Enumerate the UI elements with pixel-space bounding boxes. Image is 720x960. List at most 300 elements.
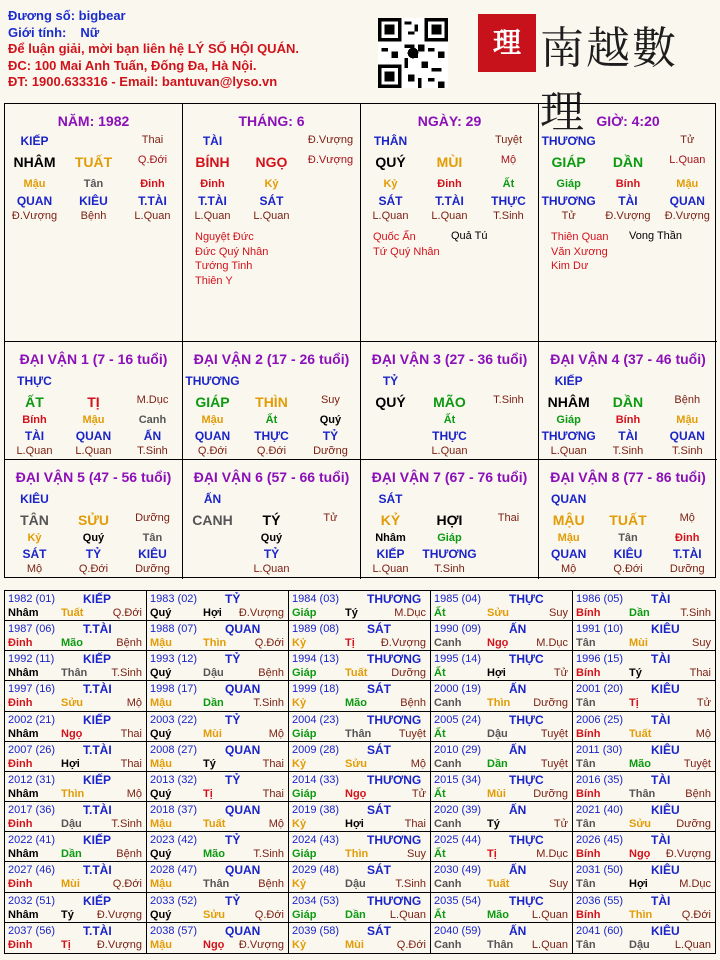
year-tengod: ẤN [509, 923, 527, 938]
year-branch: Mùi [487, 787, 506, 800]
year-stage: Suy [692, 637, 711, 650]
year-cell[interactable] [5, 923, 147, 953]
pillar-tengod-row [5, 134, 182, 148]
dai-van-tengod: QUAN [550, 492, 587, 506]
year-stage: Dưỡng [533, 787, 568, 800]
pillar-stars [195, 230, 268, 288]
hidden-stem: Giáp [556, 178, 581, 190]
year-cell[interactable] [573, 802, 715, 832]
year-stem: Bính [576, 848, 601, 861]
year-cell[interactable] [147, 591, 289, 621]
year-cell[interactable] [573, 621, 715, 651]
year-cell[interactable] [573, 893, 715, 923]
year-stem: Mậu [150, 757, 172, 770]
dai-van-tengod: THƯƠNG [185, 374, 240, 388]
dai-van-hidden-stage-row [5, 563, 182, 575]
hidden-tengod: QUAN [669, 429, 705, 443]
hidden-stage: L.Quan [253, 563, 290, 575]
hidden-stage: L.Quan [372, 563, 409, 575]
hidden-stem: Ất [502, 178, 515, 190]
year-cell[interactable] [5, 712, 147, 742]
pillar-spacer [420, 134, 479, 148]
year-branch: Tị [61, 938, 71, 951]
hidden-stage: Dưỡng [313, 445, 348, 457]
dai-van-stage: Mộ [679, 512, 695, 524]
year-label: 2017 (36) [8, 804, 56, 817]
hidden-stage: Q.Đới [256, 445, 287, 457]
year-cell[interactable] [431, 772, 573, 802]
hidden-tengod: SÁT [378, 194, 403, 208]
year-label: 2036 (55) [576, 894, 624, 907]
year-stem: Nhâm [8, 727, 39, 740]
year-stage: Đ.Vượng [380, 637, 426, 650]
year-stem: Tân [576, 878, 596, 891]
hidden-stem: Tân [618, 532, 638, 544]
pillar-stage: Tuyệt [494, 134, 523, 146]
year-cell[interactable] [431, 591, 573, 621]
dai-van-2 [183, 342, 361, 460]
year-tengod: KIẾP [83, 592, 112, 606]
year-cell[interactable] [573, 651, 715, 681]
year-cell[interactable] [5, 681, 147, 711]
star-item: Văn Xương [551, 245, 608, 258]
year-cell[interactable] [289, 742, 431, 772]
year-stage: M.Dục [394, 607, 426, 619]
year-branch: Tý [61, 908, 74, 921]
year-cell[interactable] [431, 681, 573, 711]
pillar-napam: Đ.Vượng [307, 154, 354, 166]
year-cell[interactable] [147, 621, 289, 651]
dai-van-stage: Bệnh [674, 394, 701, 406]
year-stem: Tân [576, 697, 596, 710]
pillar-hidden-stage-row [5, 210, 182, 222]
year-branch: Thìn [203, 637, 227, 650]
hidden-stem: Ất [443, 414, 456, 426]
year-tengod: QUAN [225, 863, 261, 878]
year-label: 2002 (21) [8, 713, 56, 726]
year-stage: Tử [696, 697, 711, 710]
dai-van-stem-row [5, 394, 182, 410]
year-cell[interactable] [5, 832, 147, 862]
year-stage: Suy [549, 878, 568, 891]
year-stem: Kỷ [292, 697, 307, 710]
year-stage: Thai [120, 727, 142, 740]
year-tengod: KIÊU [651, 803, 680, 818]
year-stem: Ất [434, 727, 446, 740]
hidden-stem: Quý [260, 532, 283, 544]
dai-van-hidden-stage-row [361, 445, 538, 457]
year-cell[interactable] [431, 862, 573, 892]
year-tengod: QUAN [225, 622, 261, 637]
hidden-stage: T.Sinh [671, 445, 703, 457]
year-tengod: TỶ [225, 712, 241, 727]
year-stem: Mậu [150, 818, 172, 831]
year-cell[interactable] [431, 651, 573, 681]
year-branch: Dậu [345, 878, 366, 891]
star-item: Kim Dư [551, 260, 589, 272]
dai-van-stem-row [361, 394, 538, 410]
year-tengod: TỶ [225, 772, 241, 787]
year-stem: Ất [434, 667, 446, 680]
year-stage: Mộ [410, 757, 426, 770]
dai-van-branch: DẦN [612, 394, 644, 410]
year-cell[interactable] [147, 832, 289, 862]
dai-van-stem: TÂN [20, 512, 49, 528]
star-item: Quốc Ấn [373, 231, 416, 243]
year-branch: Tuất [203, 818, 226, 831]
year-cell[interactable] [5, 621, 147, 651]
year-stem: Tân [576, 938, 596, 951]
year-branch: Thân [203, 878, 230, 891]
year-cell[interactable] [573, 591, 715, 621]
dai-van-6 [183, 460, 361, 579]
dai-van-hidden-row [539, 532, 717, 544]
pillar-tengod: THÂN [373, 134, 408, 148]
year-cell[interactable] [289, 893, 431, 923]
year-tengod: THƯƠNG [367, 772, 422, 787]
pillar-stars [373, 230, 440, 259]
year-branch: Mão [629, 757, 651, 770]
year-tengod: SÁT [367, 923, 391, 938]
pillar-hidden-stage-row [539, 210, 717, 222]
dai-van-tengod: KIÊU [20, 492, 49, 506]
year-label: 2009 (28) [292, 743, 340, 756]
dai-van-hidden-stage-row [183, 445, 360, 457]
year-branch: Tuất [61, 607, 84, 619]
phone-email[interactable]: ĐT: 1900.633316 - Email: bantuvan@lyso.vn [8, 74, 278, 89]
year-cell[interactable] [573, 772, 715, 802]
year-branch: Thân [487, 938, 514, 951]
year-tengod: ẤN [509, 682, 527, 697]
year-stem: Nhâm [8, 667, 39, 680]
hidden-tengod: QUAN [16, 194, 53, 208]
year-stem: Nhâm [8, 607, 39, 619]
hidden-tengod: KIÊU [613, 547, 643, 561]
year-tengod: KIẾP [83, 652, 112, 667]
hidden-stem: Mậu [23, 178, 46, 190]
year-stage: Dưỡng [676, 818, 711, 831]
year-cell[interactable] [431, 802, 573, 832]
year-cell[interactable] [289, 651, 431, 681]
year-cell[interactable] [573, 923, 715, 953]
year-cell[interactable] [289, 681, 431, 711]
year-branch: Mão [345, 697, 367, 710]
year-branch: Hợi [345, 818, 364, 831]
year-cell[interactable] [431, 832, 573, 862]
year-label: 2012 (31) [8, 773, 56, 786]
hidden-tengod: THỰC [254, 429, 289, 443]
year-stage: Tuyệt [683, 757, 711, 770]
hidden-stem: Mậu [676, 178, 699, 190]
year-stage: Tử [553, 818, 568, 831]
year-cell[interactable] [147, 923, 289, 953]
year-cell[interactable] [431, 923, 573, 953]
year-tengod: KIẾP [83, 833, 112, 848]
year-branch: Mùi [61, 878, 80, 891]
year-label: 2003 (22) [150, 713, 198, 726]
year-cell[interactable] [147, 772, 289, 802]
pillar-stage: Đ.Vượng [307, 134, 354, 146]
hidden-stage: Đ.Vượng [11, 210, 58, 222]
dai-van-branch: HỢI [436, 512, 463, 528]
year-cell[interactable] [147, 862, 289, 892]
year-cell[interactable] [289, 862, 431, 892]
year-cell[interactable] [5, 591, 147, 621]
dai-van-stage: M.Dục [136, 394, 169, 406]
star-item: Đức Quý Nhân [195, 245, 269, 258]
year-stem: Đinh [8, 757, 33, 770]
year-tengod: T.TÀI [83, 803, 112, 818]
year-cell[interactable] [289, 923, 431, 953]
year-stage: Thai [262, 787, 284, 800]
hidden-tengod: T.TÀI [198, 194, 227, 208]
pillar-stem-row [183, 154, 360, 170]
hidden-tengod: TỶ [85, 547, 102, 561]
year-label: 2025 (44) [434, 834, 482, 847]
year-branch: Sửu [487, 607, 510, 619]
year-tengod: ẤN [509, 803, 527, 818]
dai-van-tengod: TỶ [382, 374, 399, 388]
year-cell[interactable] [147, 742, 289, 772]
year-tengod: THỰC [509, 712, 544, 727]
dai-van-stage: Suy [320, 394, 340, 406]
dai-van-stage: Thai [497, 512, 520, 524]
year-label: 2034 (53) [292, 894, 340, 907]
year-tengod: T.TÀI [83, 742, 112, 757]
dai-van-title: ĐẠI VẬN 4 (37 - 46 tuổi) [550, 351, 706, 367]
year-stage: Đ.Vượng [665, 848, 711, 861]
year-cell[interactable] [5, 893, 147, 923]
year-cell[interactable] [289, 621, 431, 651]
year-tengod: THƯƠNG [367, 893, 422, 908]
year-cell[interactable] [289, 802, 431, 832]
year-branch: Thìn [629, 908, 653, 921]
year-branch: Ngọ [487, 637, 509, 650]
year-tengod: T.TÀI [83, 863, 112, 878]
hidden-stage: L.Quan [372, 210, 409, 222]
year-tengod: THỰC [509, 652, 544, 667]
hidden-stem: Đinh [140, 178, 165, 190]
year-cell[interactable] [573, 862, 715, 892]
dai-van-hidden-row [183, 414, 360, 426]
dai-van-stem: KỶ [380, 512, 401, 528]
hidden-tengod: THƯƠNG [541, 429, 596, 443]
year-label: 1996 (15) [576, 653, 624, 666]
bazi-chart [4, 103, 716, 578]
year-tengod: THƯƠNG [367, 833, 422, 848]
year-branch: Dậu [61, 818, 82, 831]
year-label: 2037 (56) [8, 924, 56, 937]
year-branch: Mão [487, 908, 509, 921]
year-stage: Bệnh [116, 637, 142, 650]
hidden-stage: Bệnh [80, 210, 107, 222]
address: ĐC: 100 Mai Anh Tuấn, Đống Đa, Hà Nội. [8, 57, 257, 73]
year-stem: Bính [576, 607, 601, 619]
dai-van-hidden-row [5, 532, 182, 544]
year-cell[interactable] [573, 742, 715, 772]
year-cell[interactable] [431, 893, 573, 923]
pillar-hidden-tengod-row [539, 194, 717, 208]
hidden-stem: Đinh [437, 178, 462, 190]
hidden-tengod: TỶ [322, 429, 339, 443]
hidden-tengod: TÀI [618, 194, 638, 208]
dai-van-branch: TUẤT [609, 512, 647, 528]
hidden-stage: Q.Đới [613, 563, 643, 575]
year-branch: Tý [487, 818, 500, 831]
year-stem: Đinh [8, 697, 33, 710]
year-label: 1985 (04) [434, 593, 482, 605]
year-cell[interactable] [5, 772, 147, 802]
pillar-tengod-row [539, 134, 717, 148]
hidden-stage: Q.Đới [78, 563, 109, 575]
year-tengod: SÁT [367, 622, 391, 637]
year-cell[interactable] [5, 742, 147, 772]
year-stage: Mộ [695, 727, 711, 740]
year-stage: Dưỡng [533, 697, 568, 710]
year-tengod: KIẾP [83, 772, 112, 787]
year-cell[interactable] [5, 862, 147, 892]
year-branch: Tị [629, 697, 639, 710]
qr-code-icon [378, 18, 448, 88]
year-tengod: KIÊU [651, 682, 680, 697]
year-stem: Kỷ [292, 637, 307, 650]
dai-van-hidden-tengod-row [539, 547, 717, 561]
year-label: 1997 (16) [8, 683, 56, 696]
year-stage: Tuyệt [540, 757, 568, 770]
dai-van-title: ĐẠI VẬN 6 (57 - 66 tuổi) [193, 469, 350, 485]
dai-van-3 [361, 342, 539, 460]
year-stage: L.Quan [674, 938, 711, 951]
year-stage: L.Quan [389, 908, 426, 921]
contact-note: Để luận giải, mời bạn liên hệ LÝ SỐ HỘI QUÁN. [8, 41, 299, 56]
dai-van-stem-row [539, 512, 717, 528]
hidden-stem: Kỷ [383, 178, 398, 190]
year-stem: Giáp [292, 848, 317, 861]
dai-van-7 [361, 460, 539, 579]
year-stem: Ất [434, 607, 446, 619]
year-stage: T.Sinh [680, 607, 711, 619]
year-label: 2001 (20) [576, 683, 624, 696]
year-label: 2040 (59) [434, 924, 482, 937]
year-cell[interactable] [147, 802, 289, 832]
year-cell[interactable] [289, 712, 431, 742]
pillar-hidden-stage-row [183, 210, 360, 222]
pillar-napam: Mộ [500, 154, 517, 166]
dai-van-8 [539, 460, 717, 579]
year-cell[interactable] [289, 591, 431, 621]
hidden-stage: L.Quan [431, 210, 468, 222]
dai-van-hidden-stage-row [361, 563, 538, 575]
year-stage: Q.Đới [112, 878, 142, 891]
hidden-stage: Dưỡng [135, 563, 170, 575]
year-cell[interactable] [147, 651, 289, 681]
year-stem: Canh [434, 938, 462, 951]
dai-van-stage: Tử [323, 512, 338, 524]
dai-van-hidden-tengod-row [183, 547, 360, 561]
year-label: 2000 (19) [434, 683, 482, 696]
hidden-stem: Kỷ [27, 532, 42, 544]
year-tengod: QUAN [225, 923, 261, 938]
year-tengod: SÁT [367, 803, 391, 818]
pillar-hidden-tengod-row [183, 194, 360, 208]
hidden-tengod: TÀI [618, 429, 638, 443]
year-stem: Quý [150, 667, 172, 680]
year-tengod: ẤN [509, 742, 527, 757]
year-cell[interactable] [289, 772, 431, 802]
year-cell[interactable] [147, 681, 289, 711]
pillar-spacer [64, 134, 123, 148]
year-label: 2038 (57) [150, 924, 198, 937]
hidden-stage: L.Quan [550, 445, 587, 457]
year-cell[interactable] [573, 681, 715, 711]
pillar-hidden-row [5, 178, 182, 190]
hidden-stage: L.Quan [75, 445, 112, 457]
year-cell[interactable] [147, 712, 289, 742]
dai-van-branch: TÝ [262, 512, 281, 528]
year-stage: Đ.Vượng [96, 938, 142, 951]
year-cell[interactable] [147, 893, 289, 923]
year-label: 1992 (11) [8, 653, 55, 666]
year-stem: Kỷ [292, 938, 307, 951]
pillar-hidden-stage-row [361, 210, 538, 222]
year-cell[interactable] [5, 802, 147, 832]
year-label: 2023 (42) [150, 834, 198, 847]
year-stem: Ất [434, 908, 446, 921]
year-branch: Ngọ [203, 938, 225, 951]
year-stem: Canh [434, 818, 462, 831]
year-tengod: TÀI [651, 712, 671, 727]
year-label: 2027 (46) [8, 864, 56, 877]
year-branch: Mùi [345, 938, 364, 951]
gender-row [8, 25, 378, 42]
year-branch: Dần [345, 908, 366, 921]
year-cell[interactable] [573, 832, 715, 862]
year-cell[interactable] [573, 712, 715, 742]
dai-van-hidden-stage-row [5, 445, 182, 457]
hidden-tengod: T.TÀI [435, 194, 464, 208]
pillar-title: GIỜ: 4:20 [596, 113, 660, 129]
dai-van-stem-row [183, 394, 360, 410]
hidden-tengod: THỰC [432, 429, 467, 443]
dai-van-hidden-stage-row [539, 445, 717, 457]
year-stage: Q.Đới [112, 607, 142, 619]
year-stage: Q.Đới [681, 908, 711, 921]
year-branch: Thìn [487, 697, 511, 710]
pillar-tengod-row [361, 134, 538, 148]
star-item: Thiên Y [195, 274, 233, 287]
dai-van-stem-row [539, 394, 717, 410]
year-cell[interactable] [431, 742, 573, 772]
year-stem: Bính [576, 727, 601, 740]
hidden-tengod: ẤN [143, 429, 162, 443]
year-tengod: QUAN [225, 803, 261, 818]
year-label: 2013 (32) [150, 773, 198, 786]
pillar-stars [551, 230, 608, 274]
year-cell[interactable] [289, 832, 431, 862]
year-label: 1989 (08) [292, 623, 340, 636]
dai-van-hidden-tengod-row [539, 429, 717, 443]
year-branch: Sửu [629, 818, 652, 831]
year-label: 1988 (07) [150, 623, 198, 636]
year-cell[interactable] [5, 651, 147, 681]
year-cell[interactable] [431, 621, 573, 651]
hidden-stage: Đ.Vượng [664, 210, 710, 222]
pillar-tengod-row [183, 134, 360, 148]
year-stem: Tân [576, 637, 596, 650]
dai-van-1 [5, 342, 183, 460]
dai-van-title: ĐẠI VẬN 8 (77 - 86 tuổi) [550, 469, 706, 485]
year-cell[interactable] [431, 712, 573, 742]
